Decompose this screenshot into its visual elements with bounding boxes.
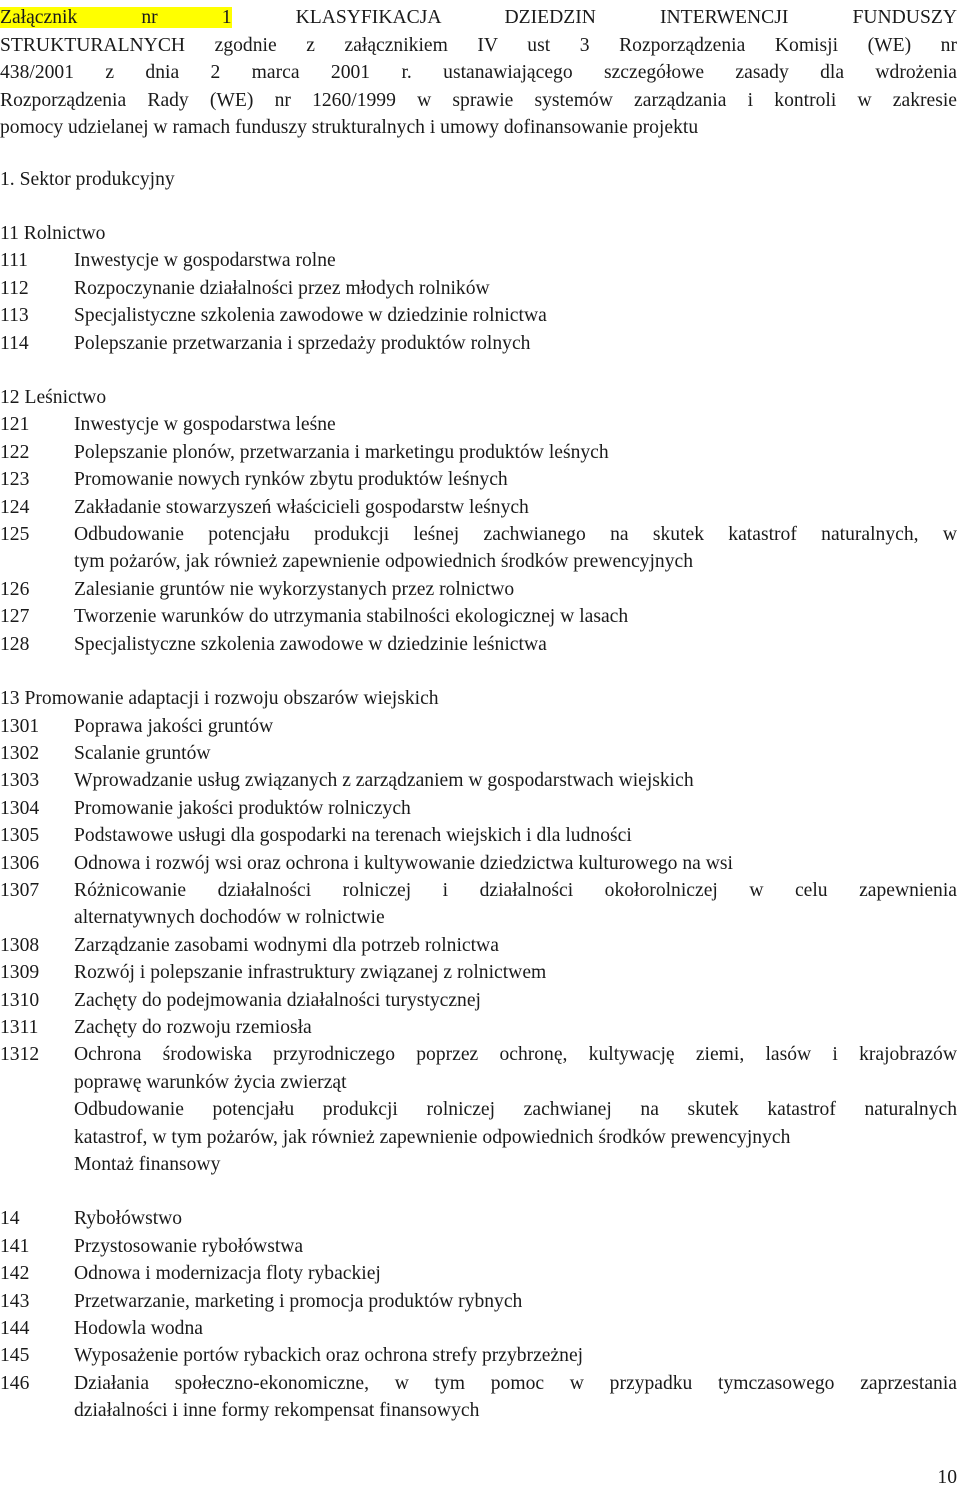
item-description (74, 1041, 957, 1096)
item-description-line: tym pożarów, jak również zapewnienie odpowiednich środków prewencyjnych (74, 551, 693, 573)
item-description-line: działalności i inne formy rekompensat finansowych (74, 1400, 480, 1422)
list-item (0, 1041, 957, 1096)
list-item (0, 1315, 957, 1342)
item-description: Montaż finansowy (74, 1154, 221, 1175)
item-description: Zachęty do podejmowania działalności turystycznej (74, 989, 481, 1011)
list-item (0, 1260, 957, 1287)
item-description-line: poprawę warunków życia zwierząt (74, 1071, 347, 1093)
item-description (74, 877, 957, 932)
item-description-line: Odbudowanie potencjału produkcji rolniczej zachwianej na skutek katastrof naturalnych (74, 1099, 957, 1121)
item-description: Inwestycje w gospodarstwa rolne (74, 250, 336, 272)
item-description: Specjalistyczne szkolenia zawodowe w dziedzinie rolnictwa (74, 305, 547, 327)
item-description: Przetwarzanie, marketing i promocja produktów rybnych (74, 1290, 523, 1312)
item-description: Rozpoczynanie działalności przez młodych rolników (74, 277, 490, 299)
item-code: 1310 (0, 989, 40, 1011)
header-line-4: Rozporządzenia Rady (WE) nr 1260/1999 w sprawie systemów zarządzania i kontroli w zakresie (0, 89, 957, 111)
item-description (74, 521, 957, 576)
item-description: Tworzenie warunków do utrzymania stabilności ekologicznej w lasach (74, 606, 629, 628)
item-description (74, 1096, 957, 1151)
list-item (0, 521, 957, 576)
item-code: 1312 (0, 1044, 40, 1066)
group-title (0, 1205, 957, 1232)
group-code: 14 (0, 1208, 20, 1230)
group-obszary-wiejskie (0, 685, 957, 1178)
header-line-3: 438/2001 z dnia 2 marca 2001 r. ustanawiającego szczegółowe zasady dla wdrożenia (0, 62, 957, 83)
item-description: Specjalistyczne szkolenia zawodowe w dziedzinie leśnictwa (74, 633, 547, 655)
item-code: 126 (0, 578, 30, 600)
list-item (0, 603, 957, 630)
list-item (0, 877, 957, 932)
list-item (0, 631, 957, 658)
list-item (0, 1288, 957, 1315)
item-code: 1309 (0, 962, 40, 984)
item-code: 123 (0, 469, 30, 491)
header-line-2: STRUKTURALNYCH zgodnie z załącznikiem IV ust 3 Rozporządzenia Komisji (WE) nr (0, 34, 957, 56)
item-description: Podstawowe usługi dla gospodarki na terenach wiejskich i dla ludności (74, 825, 632, 847)
group-title-text: Rybołówstwo (74, 1208, 183, 1230)
group-lesnictwo (0, 384, 957, 658)
list-item (0, 1096, 957, 1151)
item-description: Wyposażenie portów rybackich oraz ochrona strefy przybrzeżnej (74, 1345, 584, 1367)
item-code: 1305 (0, 825, 40, 847)
list-item (0, 932, 957, 959)
item-code: 1302 (0, 742, 40, 764)
item-description (74, 1370, 957, 1425)
group-title: 13 Promowanie adaptacji i rozwoju obszarów wiejskich (0, 688, 439, 710)
page-number: 10 (937, 1467, 957, 1488)
document-header (0, 4, 957, 142)
item-code: 1307 (0, 879, 40, 901)
list-item (0, 740, 957, 767)
item-code: 121 (0, 414, 30, 436)
annex-label-highlight: Załącznik nr 1 (0, 7, 232, 28)
item-code (0, 1096, 74, 1151)
list-item (0, 1014, 957, 1041)
list-item (0, 1233, 957, 1260)
list-item (0, 959, 957, 986)
item-description: Poprawa jakości gruntów (74, 715, 274, 737)
item-code: 1304 (0, 797, 40, 819)
list-item (0, 987, 957, 1014)
item-description: Zachęty do rozwoju rzemiosła (74, 1016, 312, 1038)
item-description: Promowanie jakości produktów rolniczych (74, 797, 411, 819)
item-description: Promowanie nowych rynków zbytu produktów leśnych (74, 469, 508, 491)
item-code: 112 (0, 277, 29, 299)
item-code: 144 (0, 1318, 30, 1340)
item-code (0, 1151, 74, 1178)
item-code: 145 (0, 1345, 30, 1367)
item-code: 114 (0, 332, 29, 354)
item-code: 122 (0, 441, 30, 463)
item-description: Przystosowanie rybołówstwa (74, 1235, 304, 1257)
item-description-line: Różnicowanie działalności rolniczej i działalności okołorolniczej w celu zapewnienia (74, 879, 957, 901)
item-description: Hodowla wodna (74, 1318, 203, 1340)
item-description: Polepszanie plonów, przetwarzania i marketingu produktów leśnych (74, 441, 609, 463)
item-description-line: katastrof, w tym pożarów, jak również zapewnienie odpowiednich środków prewencyjnych (74, 1126, 791, 1148)
item-code: 1301 (0, 715, 40, 737)
list-item (0, 439, 957, 466)
item-code: 111 (0, 250, 28, 272)
list-item (0, 713, 957, 740)
group-title: 11 Rolnictwo (0, 223, 106, 244)
group-title: 12 Leśnictwo (0, 387, 107, 409)
section-title: 1. Sektor produkcyjny (0, 168, 175, 190)
item-description: Odnowa i rozwój wsi oraz ochrona i kultywowanie dziedzictwa kulturowego na wsi (74, 852, 733, 874)
item-description-line: alternatywnych dochodów w rolnictwie (74, 907, 385, 929)
list-item (0, 822, 957, 849)
item-code: 1311 (0, 1016, 39, 1038)
list-item (0, 795, 957, 822)
item-description: Zarządzanie zasobami wodnymi dla potrzeb rolnictwa (74, 934, 499, 956)
item-code: 113 (0, 305, 29, 327)
list-item (0, 330, 957, 357)
group-rolnictwo (0, 220, 957, 357)
header-line-1 (0, 4, 957, 32)
list-item (0, 411, 957, 438)
list-item (0, 247, 957, 274)
item-description: Zalesianie gruntów nie wykorzystanych przez rolnictwo (74, 578, 515, 600)
item-description: Scalanie gruntów (74, 742, 211, 764)
header-title-start: KLASYFIKACJA DZIEDZIN INTERWENCJI FUNDUSZY (295, 7, 957, 28)
item-code: 1306 (0, 852, 40, 874)
list-item (0, 767, 957, 794)
item-code: 146 (0, 1372, 30, 1394)
list-item (0, 1151, 957, 1178)
group-rybolowstwo (0, 1205, 957, 1424)
item-code: 1303 (0, 770, 40, 792)
item-description-line: Ochrona środowiska przyrodniczego poprzez ochronę, kultywację ziemi, lasów i krajobrazów (74, 1044, 957, 1066)
item-description: Rozwój i polepszanie infrastruktury związanej z rolnictwem (74, 962, 547, 984)
header-line-5: pomocy udzielanej w ramach funduszy strukturalnych i umowy dofinansowanie projektu (0, 117, 699, 138)
item-description-line: Odbudowanie potencjału produkcji leśnej zachwianego na skutek katastrof naturalnych, w (74, 524, 957, 546)
item-code: 141 (0, 1235, 30, 1257)
item-code: 127 (0, 606, 30, 628)
item-description: Polepszanie przetwarzania i sprzedaży produktów rolnych (74, 332, 531, 354)
item-description: Inwestycje w gospodarstwa leśne (74, 414, 336, 436)
item-code: 142 (0, 1263, 30, 1285)
item-description: Wprowadzanie usług związanych z zarządzaniem w gospodarstwach wiejskich (74, 770, 694, 792)
list-item (0, 275, 957, 302)
list-item (0, 1370, 957, 1425)
item-description: Odnowa i modernizacja floty rybackiej (74, 1263, 381, 1285)
list-item (0, 1342, 957, 1369)
item-code: 128 (0, 633, 30, 655)
item-code: 1308 (0, 934, 40, 956)
item-description-line: Działania społeczno-ekonomiczne, w tym pomoc w przypadku tymczasowego zaprzestania (74, 1372, 957, 1394)
list-item (0, 494, 957, 521)
item-code: 125 (0, 524, 30, 546)
item-description: Zakładanie stowarzyszeń właścicieli gospodarstw leśnych (74, 496, 529, 518)
item-code: 124 (0, 496, 30, 518)
item-code: 143 (0, 1290, 30, 1312)
list-item (0, 302, 957, 329)
list-item (0, 576, 957, 603)
list-item (0, 466, 957, 493)
list-item (0, 850, 957, 877)
